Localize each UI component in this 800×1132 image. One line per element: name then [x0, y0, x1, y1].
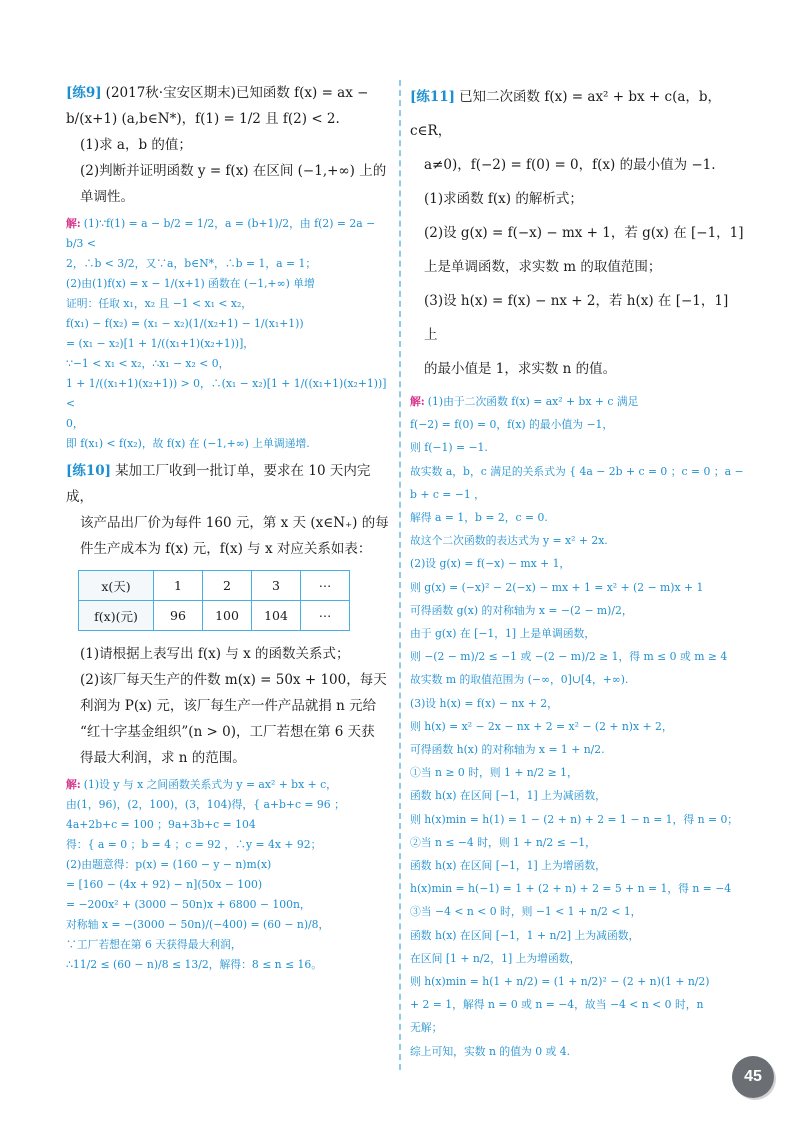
- solution-line: = [160 − (4x + 92) − n](50x − 100): [66, 878, 263, 891]
- exercise-11-stem-line: a≠0)，f(−2) = f(0) = 0，f(x) 的最小值为 −1.: [424, 157, 716, 173]
- exercise-11-part: 的最小值是 1，求实数 n 的值。: [424, 361, 617, 377]
- solution-line: (2)设 g(x) = f(−x) − mx + 1，: [410, 557, 571, 571]
- exercise-10-part: “红十字基金组织”(n > 0)，工厂若想在第 6 天获: [80, 724, 375, 740]
- exercise-10-part: 利润为 P(x) 元，该厂每生产一件产品就捐 n 元给: [80, 698, 377, 714]
- solution-line: 则 h(x)min = h(1) = 1 − (2 + n) + 2 = 1 − n = 1，得 n = 0；: [410, 812, 739, 826]
- table-row: [79, 571, 350, 601]
- exercise-9: [66, 80, 392, 210]
- solution-line: 则 −(2 − m)/2 ≤ −1 或 −(2 − m)/2 ≥ 1，得 m ≤ 0 或 m ≥ 4: [410, 650, 728, 664]
- solution-line: (1)设 y 与 x 之间函数关系式为 y = ax² + bx + c，: [83, 778, 337, 791]
- exercise-11-tag: [练11]: [410, 89, 456, 105]
- left-column: [66, 80, 392, 979]
- table-cell: ⋯: [301, 571, 350, 601]
- exercise-10-tag: [练10]: [66, 463, 112, 479]
- solution-line: ∵−1 < x₁ < x₂，∴x₁ − x₂ < 0，: [66, 357, 230, 370]
- exercise-10-solution: [66, 775, 392, 975]
- table-row: [79, 601, 350, 631]
- exercise-10: [66, 458, 392, 771]
- solution-line: ①当 n ≥ 0 时，则 1 + n/2 ≥ 1，: [410, 766, 578, 780]
- solution-line: (3)设 h(x) = f(x) − nx + 2，: [410, 696, 558, 710]
- solution-line: = −200x² + (3000 − 50n)x + 6800 − 100n，: [66, 898, 311, 911]
- table-cell: 100: [203, 601, 252, 631]
- solution-line: ∵工厂若想在第 6 天获得最大利润，: [66, 938, 242, 951]
- solution-line: 则 f(−1) = −1.: [410, 441, 488, 455]
- solution-label: 解:: [66, 778, 81, 791]
- solution-line: 无解；: [410, 1021, 443, 1035]
- exercise-10-stem-line: 件生产成本为 f(x) 元，f(x) 与 x 对应关系如表：: [80, 541, 372, 557]
- exercise-9-stem: [66, 80, 392, 132]
- solution-line: (2)由(1)f(x) = x − 1/(x+1) 函数在 (−1,+∞) 单增: [66, 277, 315, 290]
- exercise-11-part: (2)设 g(x) = f(−x) − mx + 1，若 g(x) 在 [−1，1]: [424, 225, 744, 241]
- exercise-9-tag: [练9]: [66, 85, 102, 101]
- exercise-11-part: (1)求函数 f(x) 的解析式；: [424, 191, 583, 207]
- right-column: [410, 80, 744, 1063]
- solution-line: 故实数 m 的取值范围为 (−∞，0]∪[4，+∞).: [410, 673, 629, 687]
- solution-line: 即 f(x₁) < f(x₂)，故 f(x) 在 (−1,+∞) 上单调递增.: [66, 437, 310, 450]
- solution-line: = (x₁ − x₂)[1 + 1/((x₁+1)(x₂+1))]，: [66, 337, 255, 350]
- solution-line: 得：{ a = 0 ；b = 4 ；c = 92 ，∴y = 4x + 92；: [66, 838, 322, 851]
- solution-line: 综上可知，实数 n 的值为 0 或 4.: [410, 1044, 571, 1058]
- table-cell: 3: [252, 571, 301, 601]
- solution-line: 可得函数 g(x) 的对称轴为 x = −(2 − m)/2，: [410, 603, 633, 617]
- solution-label: 解:: [66, 217, 81, 230]
- exercise-10-part: 得最大利润，求 n 的范围。: [80, 750, 246, 766]
- solution-line: ③当 −4 < n < 0 时，则 −1 < 1 + n/2 < 1，: [410, 905, 642, 919]
- solution-line: 故这个二次函数的表达式为 y = x² + 2x.: [410, 534, 608, 548]
- exercise-11: [410, 80, 744, 386]
- cost-table: [78, 570, 350, 631]
- solution-line: 函数 h(x) 在区间 [−1，1 + n/2] 上为减函数，: [410, 928, 640, 942]
- page-number-badge: 45: [732, 1056, 774, 1098]
- solution-line: 函数 h(x) 在区间 [−1，1] 上为增函数，: [410, 859, 606, 873]
- solution-line: (2)由题意得：p(x) = (160 − y − n)m(x): [66, 858, 272, 871]
- exercise-11-part: 上是单调函数，求实数 m 的取值范围；: [424, 259, 662, 275]
- solution-line: 在区间 [1 + n/2，1] 上为增函数，: [410, 951, 581, 965]
- exercise-10-part: (1)请根据上表写出 f(x) 与 x 的函数关系式；: [80, 646, 350, 662]
- solution-line: 1 + 1/((x₁+1)(x₂+1)) > 0，∴(x₁ − x₂)[1 + 1/((x₁+1)(x₂+1))] <: [66, 377, 387, 410]
- solution-line: (1)由于二次函数 f(x) = ax² + bx + c 满足: [427, 395, 639, 408]
- exercise-11-part: (3)设 h(x) = f(x) − nx + 2，若 h(x) 在 [−1，1] 上: [424, 293, 729, 343]
- solution-line: 则 h(x)min = h(1 + n/2) = (1 + n/2)² − (2 + n)(1 + n/2): [410, 975, 710, 989]
- solution-line: 证明：任取 x₁，x₂ 且 −1 < x₁ < x₂，: [66, 297, 253, 310]
- solution-line: ∴11/2 ≤ (60 − n)/8 ≤ 13/2，解得：8 ≤ n ≤ 16。: [66, 958, 323, 971]
- table-cell: 96: [154, 601, 203, 631]
- solution-line: 解得 a = 1，b = 2，c = 0.: [410, 511, 548, 525]
- solution-line: (1)∵f(1) = a − b/2 = 1/2，a = (b+1)/2，由 f(2) = 2a − b/3 <: [66, 217, 376, 250]
- exercise-10-stem-line: 该产品出厂价为每件 160 元，第 x 天 (x∈N₊) 的每: [80, 515, 389, 531]
- solution-line: 故实数 a，b，c 满足的关系式为 { 4a − 2b + c = 0 ；c = 0 ；a − b + c = −1 ，: [410, 464, 744, 501]
- solution-line: ②当 n ≤ −4 时，则 1 + n/2 ≤ −1，: [410, 835, 596, 849]
- exercise-11-solution: [410, 390, 744, 1063]
- exercise-9-part-1: (1)求 a，b 的值；: [80, 137, 192, 153]
- solution-label: 解:: [410, 395, 425, 408]
- table-cell: 2: [203, 571, 252, 601]
- solution-line: 则 g(x) = (−x)² − 2(−x) − mx + 1 = x² + (2 − m)x + 1: [410, 580, 704, 594]
- table-cell: x(天): [79, 571, 154, 601]
- table-cell: ⋯: [301, 601, 350, 631]
- solution-line: 可得函数 h(x) 的对称轴为 x = 1 + n/2.: [410, 743, 605, 757]
- exercise-9-part-2: (2)判断并证明函数 y = f(x) 在区间 (−1,+∞) 上的单调性。: [80, 163, 387, 205]
- column-divider: [399, 80, 401, 1070]
- exercise-11-stem-line: 已知二次函数 f(x) = ax² + bx + c(a，b，c∈R，: [410, 89, 722, 139]
- solution-line: 函数 h(x) 在区间 [−1，1] 上为减函数，: [410, 789, 606, 803]
- solution-line: 2，∴b < 3/2，又∵a，b∈N*，∴b = 1，a = 1；: [66, 257, 317, 270]
- table-cell: 1: [154, 571, 203, 601]
- solution-line: 则 h(x) = x² − 2x − nx + 2 = x² − (2 + n)x + 2，: [410, 719, 673, 733]
- solution-line: 对称轴 x = −(3000 − 50n)/(−400) = (60 − n)/8，: [66, 918, 330, 931]
- solution-line: + 2 = 1，解得 n = 0 或 n = −4，故当 −4 < n < 0 时，n: [410, 998, 704, 1012]
- exercise-9-stem-text: (2017秋·宝安区期末)已知函数 f(x) = ax − b/(x+1) (a,b∈N*)，f(1) = 1/2 且 f(2) < 2.: [66, 85, 369, 127]
- solution-line: 由(1，96)，(2，100)，(3，104)得，{ a+b+c = 96 ；4a+2b+c = 100 ；9a+3b+c = 104: [66, 798, 345, 831]
- solution-line: 由于 g(x) 在 [−1，1] 上是单调函数，: [410, 627, 596, 641]
- solution-line: f(x₁) − f(x₂) = (x₁ − x₂)(1/(x₂+1) − 1/(x₁+1)): [66, 317, 304, 330]
- solution-line: f(−2) = f(0) = 0，f(x) 的最小值为 −1，: [410, 418, 614, 432]
- solution-line: h(x)min = h(−1) = 1 + (2 + n) + 2 = 5 + n = 1，得 n = −4: [410, 882, 732, 896]
- exercise-9-solution: [66, 214, 392, 454]
- exercise-10-stem-line: 某加工厂收到一批订单，要求在 10 天内完成，: [66, 463, 371, 505]
- solution-line: 0，: [66, 417, 84, 430]
- table-cell: f(x)(元): [79, 601, 154, 631]
- table-cell: 104: [252, 601, 301, 631]
- exercise-10-part: (2)该厂每天生产的件数 m(x) = 50x + 100，每天: [80, 672, 387, 688]
